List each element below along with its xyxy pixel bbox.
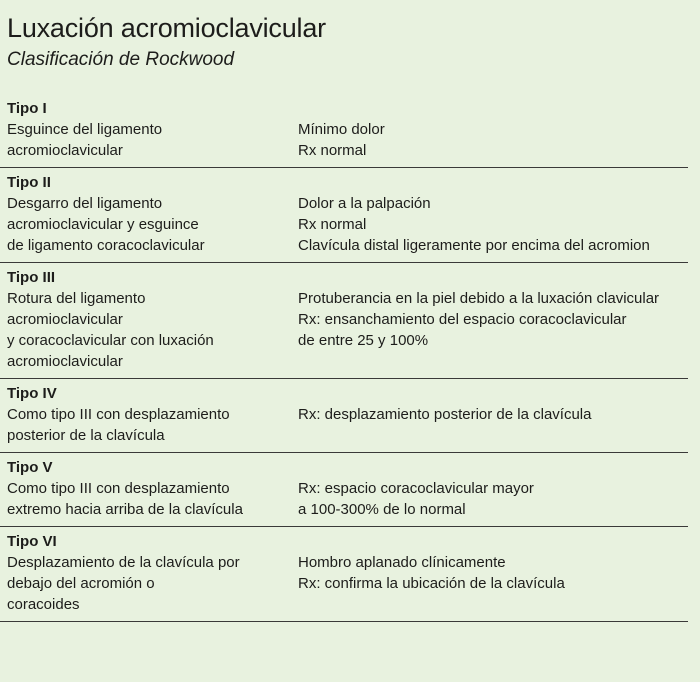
classification-row bbox=[0, 94, 688, 168]
classification-table bbox=[0, 94, 700, 622]
header bbox=[0, 0, 700, 72]
description-line: acromioclavicular bbox=[7, 311, 123, 328]
classification-row bbox=[0, 263, 688, 379]
finding-line: Rx normal bbox=[298, 216, 367, 233]
classification-row bbox=[0, 168, 688, 263]
description-line: extremo hacia arriba de la clavícula bbox=[7, 501, 243, 518]
page-subtitle: Clasificación de Rockwood bbox=[7, 49, 235, 70]
classification-row bbox=[0, 527, 688, 622]
page-title: Luxación acromioclavicular bbox=[7, 13, 326, 43]
description-line: debajo del acromión o bbox=[7, 575, 155, 592]
row-description bbox=[7, 404, 298, 446]
row-findings bbox=[298, 288, 688, 372]
row-body bbox=[7, 404, 688, 446]
row-body bbox=[7, 119, 688, 161]
description-line: Desgarro del ligamento bbox=[7, 195, 163, 212]
row-body bbox=[7, 552, 688, 615]
row-type-label: Tipo I bbox=[7, 100, 47, 117]
row-body bbox=[7, 288, 688, 372]
finding-line: Mínimo dolor bbox=[298, 121, 385, 138]
finding-line: Rx: ensanchamiento del espacio coracoclavicular bbox=[298, 311, 627, 328]
row-description bbox=[7, 478, 298, 520]
classification-row bbox=[0, 453, 688, 527]
description-line: Rotura del ligamento bbox=[7, 290, 146, 307]
row-type-label: Tipo VI bbox=[7, 533, 57, 550]
finding-line: a 100-300% de lo normal bbox=[298, 501, 466, 518]
finding-line: Dolor a la palpación bbox=[298, 195, 431, 212]
finding-line: Clavícula distal ligeramente por encima del acromion bbox=[298, 237, 650, 254]
row-findings bbox=[298, 478, 688, 520]
row-findings bbox=[298, 193, 688, 256]
description-line: Como tipo III con desplazamiento bbox=[7, 480, 230, 497]
row-body bbox=[7, 193, 688, 256]
row-findings bbox=[298, 404, 688, 446]
finding-line: Rx: confirma la ubicación de la clavícula bbox=[298, 575, 565, 592]
description-line: posterior de la clavícula bbox=[7, 427, 165, 444]
classification-row bbox=[0, 379, 688, 453]
row-description bbox=[7, 119, 298, 161]
row-type-label: Tipo II bbox=[7, 174, 51, 191]
finding-line: Rx normal bbox=[298, 142, 367, 159]
row-body bbox=[7, 478, 688, 520]
description-line: acromioclavicular bbox=[7, 353, 123, 370]
finding-line: Hombro aplanado clínicamente bbox=[298, 554, 506, 571]
row-findings bbox=[298, 552, 688, 615]
row-description bbox=[7, 193, 298, 256]
row-description bbox=[7, 552, 298, 615]
row-type-label: Tipo V bbox=[7, 459, 53, 476]
row-description bbox=[7, 288, 298, 372]
description-line: Desplazamiento de la clavícula por bbox=[7, 554, 240, 571]
description-line: de ligamento coracoclavicular bbox=[7, 237, 205, 254]
finding-line: de entre 25 y 100% bbox=[298, 332, 429, 349]
row-findings bbox=[298, 119, 688, 161]
description-line: Como tipo III con desplazamiento bbox=[7, 406, 230, 423]
description-line: acromioclavicular y esguince bbox=[7, 216, 199, 233]
description-line: Esguince del ligamento bbox=[7, 121, 163, 138]
description-line: y coracoclavicular con luxación bbox=[7, 332, 214, 349]
description-line: coracoides bbox=[7, 596, 80, 613]
finding-line: Rx: desplazamiento posterior de la clavícula bbox=[298, 406, 592, 423]
description-line: acromioclavicular bbox=[7, 142, 123, 159]
finding-line: Rx: espacio coracoclavicular mayor bbox=[298, 480, 534, 497]
row-type-label: Tipo IV bbox=[7, 385, 57, 402]
row-type-label: Tipo III bbox=[7, 269, 56, 286]
finding-line: Protuberancia en la piel debido a la luxación clavicular bbox=[298, 290, 660, 307]
